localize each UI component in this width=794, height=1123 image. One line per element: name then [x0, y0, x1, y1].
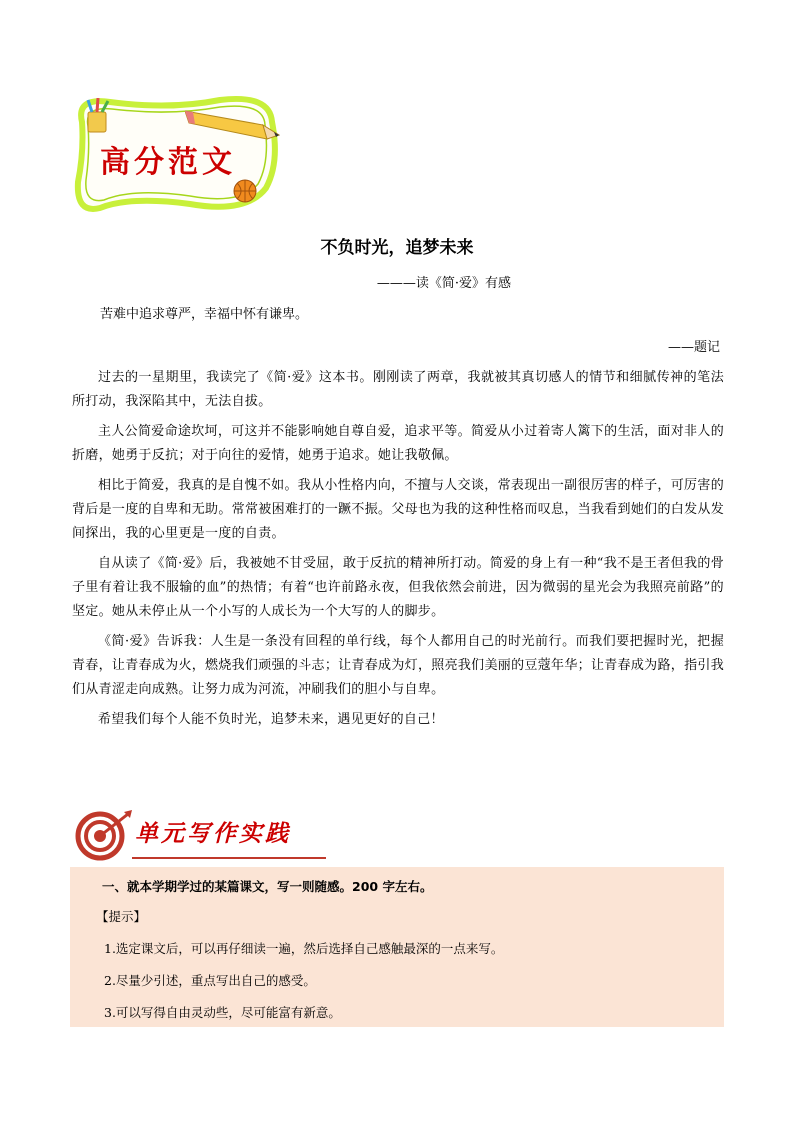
- banner-title: 高分范文: [100, 145, 236, 180]
- exercise-box: [70, 867, 724, 1027]
- hint-item: 2.尽量少引述，重点写出自己的感受。: [104, 973, 316, 988]
- section-title: 单元写作实践: [135, 820, 291, 847]
- basketball-icon: [232, 178, 258, 204]
- epigraph: 苦难中追求尊严，幸福中怀有谦卑。: [100, 307, 309, 322]
- pencil-cup-icon: [80, 98, 120, 134]
- paragraph: 过去的一星期里，我读完了《简·爱》这本书。刚刚读了两章，我就被其真切感人的情节和细腻传神的笔法所打动，我深陷其中，无法自拔。: [72, 370, 724, 409]
- article-title: 不负时光，追梦未来: [320, 238, 474, 258]
- article-body: [72, 366, 724, 738]
- hint-label: 【提示】: [96, 909, 147, 924]
- exercise-question: 一、就本学期学过的某篇课文，写一则随感。200 字左右。: [102, 879, 433, 894]
- epigraph-attribution: ——题记: [667, 340, 720, 355]
- article-subtitle: ———读《简·爱》有感: [376, 276, 511, 291]
- paragraph: 自从读了《简·爱》后，我被她不甘受屈，敢于反抗的精神所打动。简爱的身上有一种“我不是王者但我的骨子里有着让我不服输的血”的热情；有着“也许前路永夜，但我依然会前进，因为微弱的星光会为我照亮前路”的坚定。她从未停止从一个小写的人成长为一个大写的人的脚步。: [72, 556, 724, 619]
- paragraph: 希望我们每个人能不负时光，追梦未来，遇见更好的自己！: [98, 712, 444, 727]
- paragraph: 相比于简爱，我真的是自愧不如。我从小性格内向，不擅与人交谈，常表现出一副很厉害的样子，可厉害的背后是一度的自卑和无助。常常被困难打的一蹶不振。父母也为我的这种性格而叹息，当我看到她们的白发从发间探出，我的心里更是一度的自责。: [72, 478, 724, 541]
- paragraph: 《简·爱》告诉我：人生是一条没有回程的单行线，每个人都用自己的时光前行。而我们要把握时光，把握青春，让青春成为火，燃烧我们顽强的斗志；让青春成为灯，照亮我们美丽的豆蔻年华；让青春成为路，指引我们从青涩走向成熟。让努力成为河流，冲刷我们的胆小与自卑。: [72, 634, 724, 697]
- paragraph: 主人公简爱命途坎坷，可这并不能影响她自尊自爱，追求平等。简爱从小过着寄人篱下的生活，面对非人的折磨，她勇于反抗；对于向往的爱情，她勇于追求。她让我敬佩。: [72, 424, 724, 463]
- hint-item: 3.可以写得自由灵动些，尽可能富有新意。: [104, 1005, 341, 1020]
- hint-item: 1.选定课文后，可以再仔细读一遍，然后选择自己感触最深的一点来写。: [104, 941, 504, 956]
